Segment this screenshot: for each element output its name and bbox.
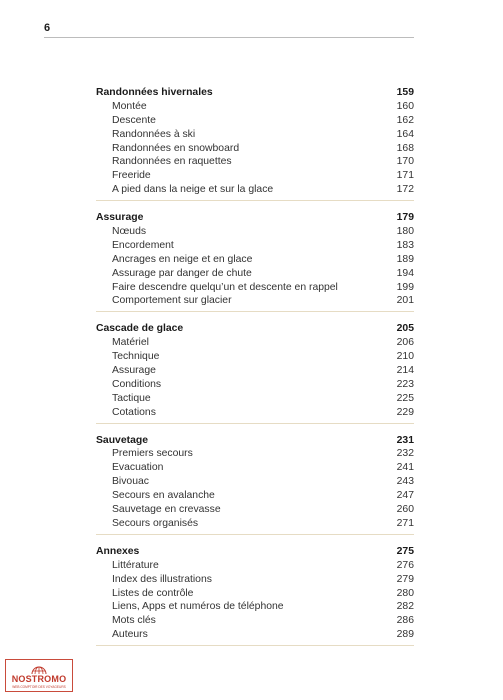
toc-page-number: 159 bbox=[396, 87, 414, 98]
toc-section bbox=[96, 86, 414, 201]
toc-entry[interactable] bbox=[96, 350, 414, 364]
toc-page-number: 164 bbox=[396, 128, 414, 140]
toc-section-title: Assurage bbox=[96, 212, 144, 224]
toc-entry[interactable] bbox=[96, 281, 414, 295]
toc-page-number: 271 bbox=[396, 517, 414, 529]
toc-section-title: Sauvetage bbox=[96, 434, 148, 446]
toc-entry-label: Conditions bbox=[112, 378, 162, 390]
toc-page-number: 201 bbox=[396, 295, 414, 307]
toc-entry[interactable] bbox=[96, 628, 414, 642]
toc-entry[interactable] bbox=[96, 614, 414, 628]
toc-entry[interactable] bbox=[96, 503, 414, 517]
toc-entry-label: Index des illustrations bbox=[112, 573, 212, 585]
toc-entry-label: Randonnées en raquettes bbox=[112, 156, 232, 168]
toc-entry-label: Auteurs bbox=[112, 629, 148, 641]
toc-entry-label: Secours organisés bbox=[112, 517, 199, 529]
toc-page-number: 280 bbox=[396, 587, 414, 599]
toc-page-number: 231 bbox=[396, 434, 414, 446]
toc-page-number: 223 bbox=[396, 378, 414, 390]
toc-section bbox=[96, 545, 414, 646]
toc-page-number: 289 bbox=[396, 629, 414, 641]
toc-entry-label: Evacuation bbox=[112, 462, 164, 474]
toc-page-number: 171 bbox=[396, 170, 414, 182]
toc-entry[interactable] bbox=[96, 600, 414, 614]
section-divider bbox=[96, 423, 414, 424]
toc-entry[interactable] bbox=[96, 392, 414, 406]
toc-entry-label: Listes de contrôle bbox=[112, 587, 194, 599]
toc-entry[interactable] bbox=[96, 475, 414, 489]
toc-entry-label: Cotations bbox=[112, 406, 156, 418]
toc-section-heading[interactable] bbox=[96, 545, 414, 559]
section-divider bbox=[96, 645, 414, 646]
toc-page-number: 247 bbox=[396, 490, 414, 502]
page-number: 6 bbox=[44, 22, 51, 34]
toc-entry-label: Secours en avalanche bbox=[112, 490, 215, 502]
toc-entry[interactable] bbox=[96, 183, 414, 197]
toc-entry-label: Premiers secours bbox=[112, 448, 193, 460]
toc-page-number: 170 bbox=[396, 156, 414, 168]
toc-entry[interactable] bbox=[96, 114, 414, 128]
toc-entry-label: A pied dans la neige et sur la glace bbox=[112, 184, 274, 196]
toc-entry[interactable] bbox=[96, 573, 414, 587]
toc-page-number: 205 bbox=[396, 323, 414, 335]
toc-entry[interactable] bbox=[96, 155, 414, 169]
toc-entry[interactable] bbox=[96, 239, 414, 253]
toc-page-number: 260 bbox=[396, 504, 414, 516]
toc-entry[interactable] bbox=[96, 378, 414, 392]
toc-page-number: 229 bbox=[396, 406, 414, 418]
toc-section-title: Cascade de glace bbox=[96, 323, 184, 335]
toc-page-number: 210 bbox=[396, 351, 414, 363]
toc-entry-label: Randonnées à ski bbox=[112, 128, 196, 140]
toc-page-number: 232 bbox=[396, 448, 414, 460]
nostromo-logo bbox=[5, 659, 73, 692]
toc-page-number: 276 bbox=[396, 559, 414, 571]
toc-entry-label: Liens, Apps et numéros de téléphone bbox=[112, 601, 284, 613]
toc-entry-label: Freeride bbox=[112, 170, 151, 182]
toc-page-number: 172 bbox=[396, 184, 414, 196]
toc-entry-label: Littérature bbox=[112, 559, 159, 571]
toc-entry-label: Mots clés bbox=[112, 615, 156, 627]
toc-entry-label: Technique bbox=[112, 351, 160, 363]
toc-entry-label: Bivouac bbox=[112, 476, 149, 488]
toc-section bbox=[96, 322, 414, 423]
toc-page-number: 160 bbox=[396, 100, 414, 112]
toc-entry-label: Tactique bbox=[112, 392, 151, 404]
logo-tagline: WEB COMPTOIR DES VOYAGEURS bbox=[12, 685, 66, 689]
toc-entry-label: Assurage par danger de chute bbox=[112, 267, 252, 279]
toc-entry-label: Randonnées en snowboard bbox=[112, 142, 240, 154]
toc-entry[interactable] bbox=[96, 461, 414, 475]
toc-section-heading[interactable] bbox=[96, 434, 414, 448]
toc-entry[interactable] bbox=[96, 559, 414, 573]
toc-entry-label: Sauvetage en crevasse bbox=[112, 504, 221, 516]
toc-page-number: 194 bbox=[396, 267, 414, 279]
toc-entry[interactable] bbox=[96, 294, 414, 308]
toc-page-number: 241 bbox=[396, 462, 414, 474]
toc-entry-label: Ancrages en neige et en glace bbox=[112, 253, 253, 265]
toc-page-number: 214 bbox=[396, 365, 414, 377]
toc-entry[interactable] bbox=[96, 364, 414, 378]
toc-entry-label: Encordement bbox=[112, 239, 174, 251]
toc-entry[interactable] bbox=[96, 253, 414, 267]
toc-page-number: 199 bbox=[396, 281, 414, 293]
toc-page-number: 206 bbox=[396, 337, 414, 349]
toc-page-number: 189 bbox=[396, 253, 414, 265]
toc-section bbox=[96, 434, 414, 535]
toc-entry-label: Matériel bbox=[112, 337, 149, 349]
toc-entry[interactable] bbox=[96, 169, 414, 183]
toc-entry[interactable] bbox=[96, 128, 414, 142]
toc-page-number: 179 bbox=[396, 212, 414, 224]
toc-entry[interactable] bbox=[96, 517, 414, 531]
section-divider bbox=[96, 311, 414, 312]
toc-page-number: 183 bbox=[396, 239, 414, 251]
toc-entry[interactable] bbox=[96, 100, 414, 114]
toc-entry-label: Comportement sur glacier bbox=[112, 295, 232, 307]
header-rule bbox=[44, 37, 414, 38]
toc-page-number: 282 bbox=[396, 601, 414, 613]
toc-entry-label: Montée bbox=[112, 100, 147, 112]
globe-icon bbox=[31, 662, 47, 674]
toc-entry-label: Assurage bbox=[112, 365, 156, 377]
toc-entry-label: Faire descendre quelqu’un et descente en rappel bbox=[112, 281, 338, 293]
toc-page-number: 286 bbox=[396, 615, 414, 627]
toc-section-heading[interactable] bbox=[96, 86, 414, 100]
section-divider bbox=[96, 200, 414, 201]
table-of-contents bbox=[96, 86, 414, 656]
toc-entry[interactable] bbox=[96, 489, 414, 503]
logo-name: NOSTROMO bbox=[11, 674, 67, 684]
section-divider bbox=[96, 534, 414, 535]
toc-page-number: 180 bbox=[396, 226, 414, 238]
toc-page-number: 279 bbox=[396, 573, 414, 585]
toc-section bbox=[96, 211, 414, 312]
toc-section-title: Annexes bbox=[96, 545, 140, 557]
toc-section-heading[interactable] bbox=[96, 211, 414, 225]
toc-page-number: 243 bbox=[396, 476, 414, 488]
toc-page-number: 168 bbox=[396, 142, 414, 154]
toc-page-number: 275 bbox=[396, 545, 414, 557]
toc-page-number: 225 bbox=[396, 392, 414, 404]
toc-section-title: Randonnées hivernales bbox=[96, 87, 213, 98]
toc-entry[interactable] bbox=[96, 447, 414, 461]
toc-entry[interactable] bbox=[96, 406, 414, 420]
toc-entry[interactable] bbox=[96, 142, 414, 156]
toc-entry-label: Descente bbox=[112, 114, 156, 126]
toc-page-number: 162 bbox=[396, 114, 414, 126]
toc-entry[interactable] bbox=[96, 336, 414, 350]
toc-entry-label: Nœuds bbox=[112, 226, 147, 238]
toc-entry[interactable] bbox=[96, 225, 414, 239]
toc-entry[interactable] bbox=[96, 267, 414, 281]
toc-entry[interactable] bbox=[96, 587, 414, 601]
toc-section-heading[interactable] bbox=[96, 322, 414, 336]
